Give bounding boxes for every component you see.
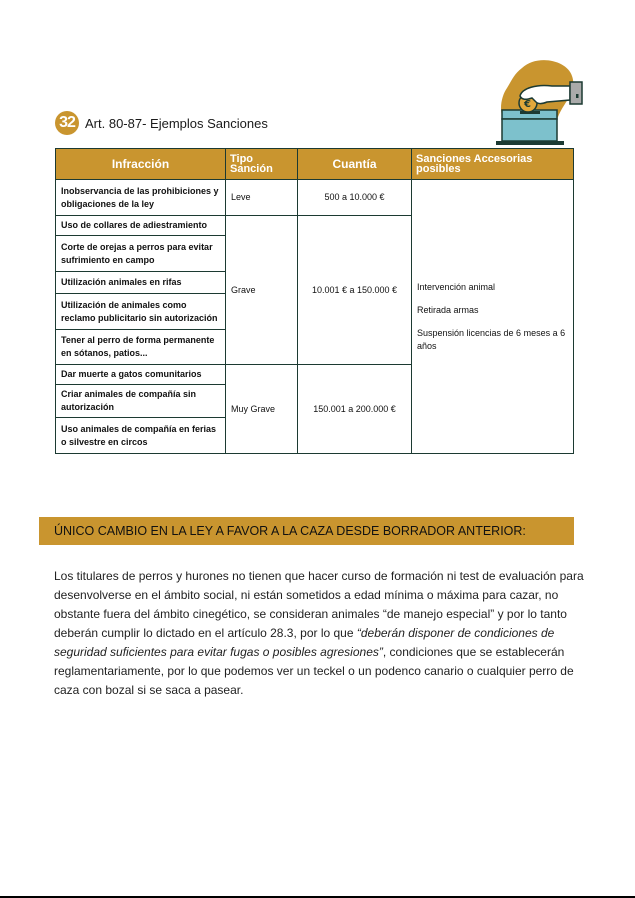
table-header-row [56,149,574,180]
table-row [56,180,574,216]
sleeve [570,82,582,104]
infraccion-cell: Tener al perro de forma permanente en sótanos, patios... [56,330,226,365]
infraccion-cell: Corte de orejas a perros para evitar sufrimiento en campo [56,236,226,272]
cuantia-cell: 500 a 10.000 € [298,180,412,216]
infraccion-cell: Dar muerte a gatos comunitarios [56,365,226,385]
section-number-badge: 32 [55,111,79,135]
infraccion-cell: Criar animales de compañía sin autorización [56,385,226,418]
svg-text:€: € [524,99,531,110]
accesoria-item: Intervención animal [417,281,496,292]
paragraph-text-end: , condiciones que se establecerán reglamentariamente, por lo que podemos ver un teckel o un podenco canario o cualquier perro de caza con bozal si se saca a pasear. [54,645,574,697]
infraccion-cell: Uso de collares de adiestramiento [56,216,226,236]
infraccion-cell: Inobservancia de las prohibiciones y obligaciones de la ley [56,180,226,216]
column-header-sanciones-accesorias: Sanciones Accesorias posibles [412,149,574,180]
box-body [502,119,557,141]
column-header-cuantia: Cuantía [298,149,412,180]
paragraph-quote: “deberán disponer de condiciones de seguridad suficientes para evitar fugas o posibles agresiones” [54,626,555,659]
infraccion-cell: Utilización animales en rifas [56,272,226,294]
section-heading [55,111,268,135]
box-base [496,141,564,145]
sanctions-table [55,148,574,454]
cuantia-cell: 10.001 € a 150.000 € [298,216,412,365]
hand-inserting-coin-into-box-icon [492,58,592,152]
paragraph-text: Los titulares de perros y hurones no tienen que hacer curso de formación ni test de evaluación para desenvolverse en el ámbito social, ni están sometidos a edad mínima o máxima para cazar, no obstante fuera del ámbito cinegético, se consideran animales “de manejo especial” y por lo tanto deberán cumplir lo dictado en el artículo 28.3, por lo que [54,569,584,640]
banner-text: ÚNICO CAMBIO EN LA LEY A FAVOR A LA CAZA DESDE BORRADOR ANTERIOR: [54,524,526,538]
tipo-sancion-cell: Leve [226,180,298,216]
column-header-infraccion: Infracción [56,149,226,180]
column-header-tipo-sancion: Tipo Sanción [226,149,298,180]
accesoria-item: Suspensión licencias de 6 meses a 6 años [417,327,566,351]
infraccion-cell: Utilización de animales como reclamo publicitario sin autorización [56,294,226,330]
infraccion-cell: Uso animales de compañía en ferias o silvestre en circos [56,418,226,454]
tipo-sancion-cell: Grave [226,216,298,365]
accesoria-item: Retirada armas [417,304,479,315]
page-title: Art. 80-87- Ejemplos Sanciones [85,115,268,131]
sanciones-accesorias-cell [412,180,574,454]
tipo-sancion-cell: Muy Grave [226,365,298,454]
body-paragraph [54,567,589,700]
cuantia-cell: 150.001 a 200.000 € [298,365,412,454]
section-banner [39,517,574,545]
